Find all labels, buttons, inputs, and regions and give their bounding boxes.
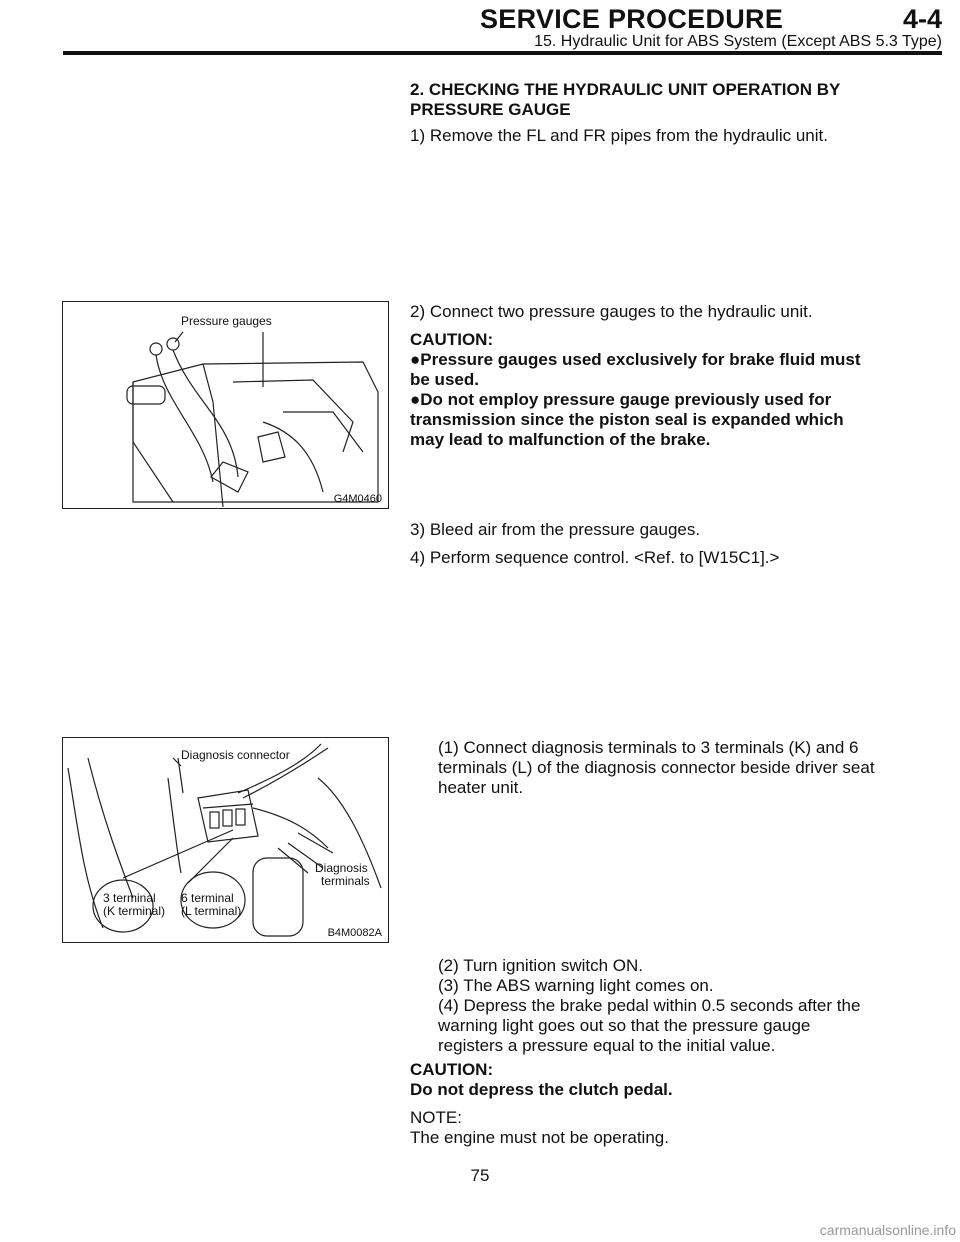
page-subtitle: 15. Hydraulic Unit for ABS System (Except ABS 5.3 Type) [534, 33, 942, 50]
substep-2: (2) Turn ignition switch ON. [438, 956, 644, 975]
pressure-gauge-illustration [63, 302, 388, 508]
caution-label: CAUTION: [410, 1060, 494, 1079]
caution-item: ●Pressure gauges used exclusively for brake fluid must be used. [410, 350, 861, 389]
page-title: SERVICE PROCEDURE [480, 4, 784, 34]
label-diagnosis-connector: Diagnosis connector [181, 748, 290, 762]
substep-3: (3) The ABS warning light comes on. [438, 976, 714, 995]
label-3-terminal: 3 terminal [103, 891, 156, 905]
label-3-terminal: (K terminal) [103, 904, 166, 918]
step-1: 1) Remove the FL and FR pipes from the hydraulic unit. [410, 126, 828, 145]
figure-pressure-gauges [62, 301, 389, 509]
header-rule [63, 51, 942, 55]
label-pressure-gauges: Pressure gauges [181, 314, 272, 328]
label-6-terminal: 6 terminal [181, 891, 234, 905]
label-diagnosis-terminals: Diagnosis [315, 861, 368, 875]
caution-label: CAUTION: [410, 330, 494, 349]
label-6-terminal: (L terminal) [181, 904, 242, 918]
step2-heading: 2. CHECKING THE HYDRAULIC UNIT OPERATION BY PRESSURE GAUGE [410, 80, 841, 119]
page-number: 75 [470, 1166, 490, 1185]
figure-code: B4M0082A [327, 927, 382, 939]
step-2: 2) Connect two pressure gauges to the hydraulic unit. [410, 302, 813, 321]
step-4: 4) Perform sequence control. <Ref. to [W15C1].> [410, 548, 780, 567]
footer-watermark: carmanualsonline.info [819, 1222, 956, 1238]
step-3: 3) Bleed air from the pressure gauges. [410, 520, 701, 539]
caution-item: ●Do not employ pressure gauge previously used for transmission since the piston seal is expanded which may lead to malfunction of the brake. [410, 390, 844, 449]
note-label: NOTE: [410, 1108, 462, 1127]
label-diagnosis-terminals: terminals [321, 874, 370, 888]
substep-4: (4) Depress the brake pedal within 0.5 seconds after the warning light goes out so that the pressure gauge registers a pressure equal to the initial value. [438, 996, 861, 1055]
substep-1: (1) Connect diagnosis terminals to 3 terminals (K) and 6 terminals (L) of the diagnosis connector beside driver seat heater unit. [438, 738, 875, 797]
figure-diagnosis-connector [62, 737, 389, 943]
caution-text: Do not depress the clutch pedal. [410, 1080, 673, 1099]
note-text: The engine must not be operating. [410, 1128, 669, 1147]
figure-code: G4M0460 [333, 493, 382, 505]
section-number: 4-4 [902, 4, 942, 34]
